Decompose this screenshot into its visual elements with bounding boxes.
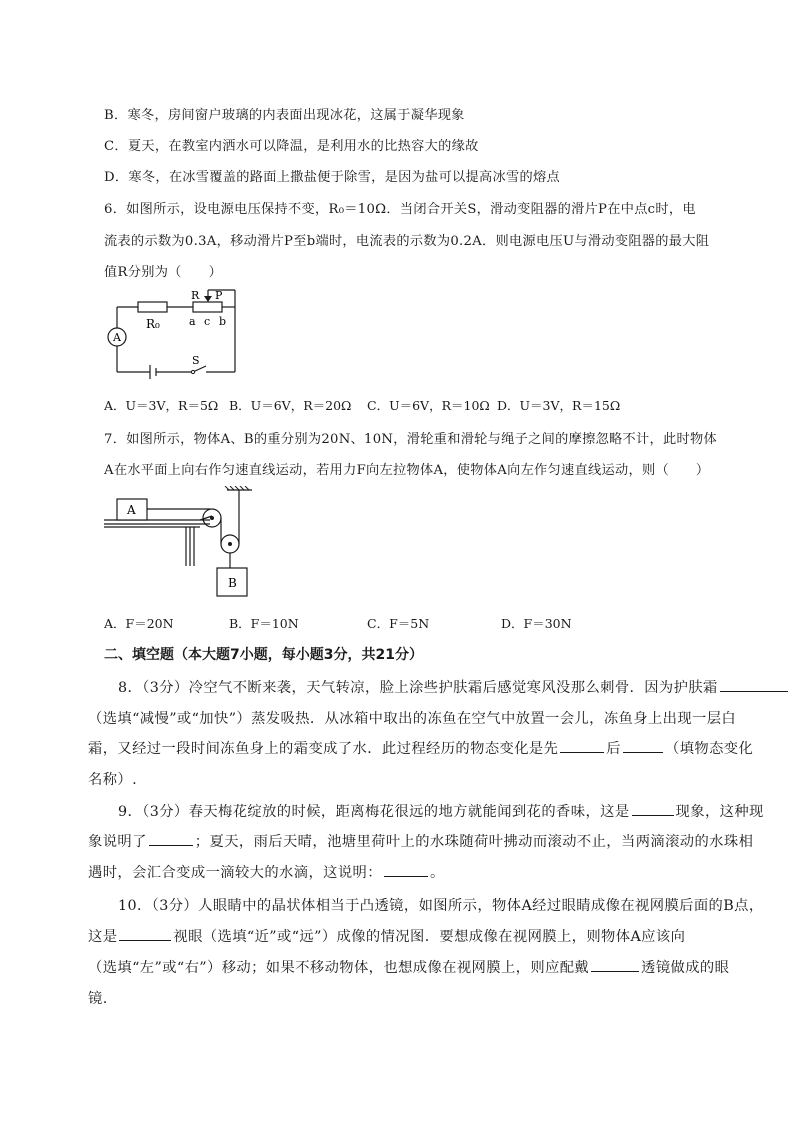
q6-stem-line3: 值R分别为（ ）	[104, 265, 223, 280]
q8-blank-3[interactable]	[623, 738, 663, 753]
q9-blank-1[interactable]	[632, 801, 674, 816]
q8-line4: 名称）.	[88, 772, 138, 788]
q6-stem-line1: 6．如图所示，设电源电压保持不变，R₀＝10Ω．当闭合开关S，滑动变阻器的滑片P在中点c时，电	[104, 202, 696, 217]
slider-label: P	[215, 289, 223, 302]
q10-line2-text-a: 这是	[88, 929, 118, 945]
ammeter-label: A	[113, 331, 121, 344]
q9-line1-text-a: 9．（3分）春天梅花绽放的时候，距离梅花很远的地方就能闻到花的香味，这是	[118, 804, 630, 820]
q6-option-d: D．U＝3V，R＝15Ω	[497, 398, 621, 413]
q10-line1: 10．（3分）人眼睛中的晶状体相当于凸透镜，如图所示，物体A经过眼睛成像在视网膜后面的B点，	[118, 898, 764, 914]
q7-stem-line2: A在水平面上向右作匀速直线运动，若用力F向左拉物体A，使物体A向左作匀速直线运动，则（ ）	[104, 463, 710, 478]
q6-option-b: B．U＝6V，R＝20Ω	[229, 398, 352, 413]
q10-blank-2[interactable]	[591, 957, 639, 972]
rheostat-label: R	[191, 289, 200, 302]
q6-option-a: A．U＝3V，R＝5Ω	[104, 398, 219, 413]
r0-resistor	[138, 302, 167, 312]
q5-option-d: D．寒冬，在冰雪覆盖的路面上撒盐便于除雪，是因为盐可以提高冰雪的熔点	[104, 170, 560, 185]
terminal-c-label: c	[204, 315, 211, 328]
q9-line1-text-b: 现象，这种现	[675, 804, 764, 820]
q7-pulley-diagram	[100, 486, 260, 602]
block-a-label: A	[127, 503, 136, 517]
q6-stem-line2: 流表的示数为0.3A，移动滑片P至b端时，电流表的示数为0.2A．则电源电压U与滑动变阻器的最大阻	[104, 234, 710, 249]
q8-blank-2[interactable]	[560, 738, 604, 753]
q10-line2	[88, 926, 685, 946]
terminal-b-label: b	[219, 315, 227, 328]
q8-line3	[88, 738, 753, 758]
q10-line3-text-a: （选填“左”或“右”）移动；如果不移动物体，也想成像在视网膜上，则应配戴	[88, 960, 590, 976]
q6-option-c: C．U＝6V，R＝10Ω	[367, 398, 490, 413]
q5-option-c: C．夏天，在教室内洒水可以降温，是利用水的比热容大的缘故	[104, 139, 479, 154]
q5-option-b: B．寒冬，房间窗户玻璃的内表面出现冰花，这属于凝华现象	[104, 108, 465, 123]
q9-line2-text-b: ；夏天，雨后天晴，池塘里荷叶上的水珠随荷叶拂动而滚动不止，当两滴滚动的水珠相	[194, 834, 754, 850]
q7-option-c: C．F＝5N	[367, 616, 430, 631]
q9-line1	[118, 801, 764, 821]
q10-line2-text-b: 视眼（选填“近”或“远”）成像的情况图．要想成像在视网膜上，则物体A应该向	[173, 929, 686, 945]
q9-line3-text-a: 遇时，会汇合变成一滴较大的水滴，这说明：	[88, 865, 382, 881]
q10-blank-1[interactable]	[119, 926, 171, 941]
q7-option-b: B．F＝10N	[229, 616, 299, 631]
q8-blank-1[interactable]	[720, 677, 788, 692]
q7-stem-line1: 7．如图所示，物体A、B的重分别为20N、10N，滑轮重和滑轮与绳子之间的摩擦忽略不计，此时物体	[104, 432, 717, 447]
q8-line3-text-b: 后	[606, 741, 621, 757]
slider-arrow-icon	[204, 296, 212, 302]
block-b-label: B	[228, 576, 237, 590]
q10-line3	[88, 957, 729, 977]
switch-label: S	[192, 354, 200, 367]
q10-line3-text-b: 透镜做成的眼	[641, 960, 730, 976]
q9-line2	[88, 831, 753, 851]
rheostat	[193, 302, 222, 312]
q8-line3-text-c: （填物态变化	[665, 741, 754, 757]
q8-line1-text: 8．（3分）冷空气不断来袭，天气转凉，脸上涂些护肤霜后感觉寒风没那么刺骨．因为护肤霜	[118, 680, 718, 696]
terminal-a-label: a	[189, 315, 196, 328]
q9-blank-2[interactable]	[149, 831, 193, 846]
q8-line2: （选填“减慢”或“加快”）蒸发吸热．从冰箱中取出的冻鱼在空气中放置一会儿，冻鱼身上出现一层白	[88, 711, 737, 727]
q9-line3-text-b: 。	[429, 865, 445, 881]
q7-option-a: A．F＝20N	[104, 616, 174, 631]
q10-line4: 镜.	[88, 991, 108, 1007]
r0-label: R₀	[146, 317, 160, 331]
q8-line3-text-a: 霜，又经过一段时间冻鱼身上的霜变成了水．此过程经历的物态变化是先	[88, 741, 559, 757]
q9-line3	[88, 862, 445, 882]
q9-blank-3[interactable]	[384, 862, 428, 877]
q8-line1	[118, 677, 790, 697]
q6-circuit-diagram	[98, 284, 248, 384]
q7-option-d: D．F＝30N	[501, 616, 572, 631]
q9-line2-text-a: 象说明了	[88, 834, 147, 850]
section-2-heading: 二、填空题（本大题7小题，每小题3分，共21分）	[104, 647, 423, 663]
